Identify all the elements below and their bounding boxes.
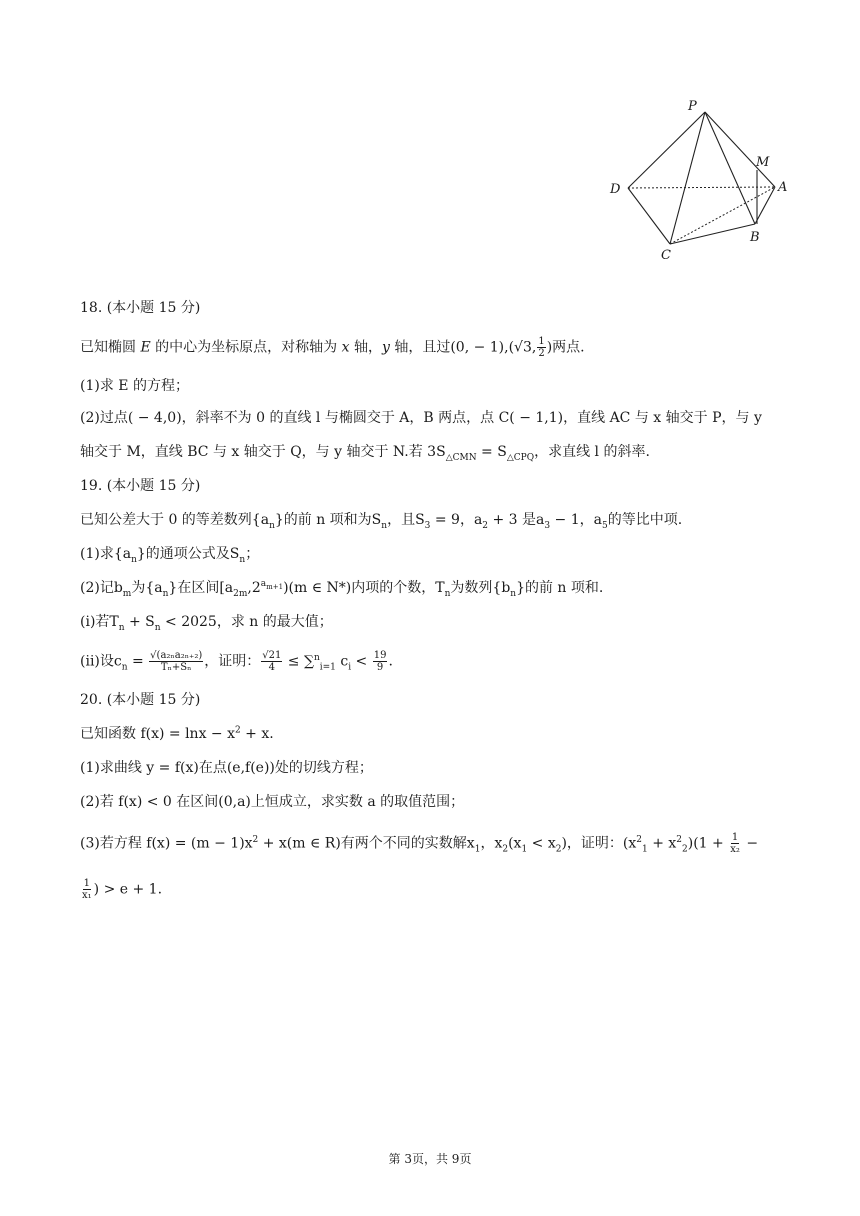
subscript: n: [131, 554, 137, 565]
q18-stem: [80, 336, 780, 359]
superscript: [260, 579, 284, 592]
q18-part2-line1: (2)过点( − 4,0)，斜率不为 0 的直线 l 与椭圆交于 A，B 两点，点 C( − 1,1)，直线 AC 与 x 轴交于 P，与 y: [80, 410, 762, 426]
edge-DC: [628, 188, 670, 244]
edge-PD: [628, 112, 705, 188]
subscript: 2: [502, 844, 509, 855]
denominator: 9: [376, 662, 384, 673]
text: (ii)设c: [80, 653, 122, 670]
text: (3)若方程 f(x) = (m − 1)x: [80, 835, 253, 852]
text: }的前 n 项和.: [516, 580, 604, 596]
text: −: [741, 835, 759, 852]
text: < 2025，求 n 的最大值；: [160, 614, 333, 630]
subscript: n: [121, 662, 128, 673]
q20-part1: (1)求曲线 y = f(x)在点(e,f(e))处的切线方程；: [80, 760, 373, 776]
q18-part2-line2: [80, 442, 780, 462]
subscript: 3: [544, 520, 551, 531]
subscript: n: [381, 520, 388, 531]
denominator: Tₙ+Sₙ: [160, 662, 192, 673]
q19-part-ii: [80, 650, 780, 673]
text: (i)若T: [80, 614, 119, 630]
denominator: 4: [268, 662, 275, 673]
text: 已知公差大于 0 的等差数列{a: [80, 512, 270, 528]
q20-part2: (2)若 f(x) < 0 在区间(0,a)上恒成立，求实数 a 的取值范围；: [80, 794, 465, 810]
numerator: 1: [538, 336, 545, 347]
text: }的前 n 项和为S: [274, 512, 382, 528]
q18-part1: (1)求 E 的方程；: [80, 378, 189, 394]
text: (x: [508, 835, 522, 852]
subscript: △CPQ: [506, 452, 535, 463]
q18-header: 18. (本小题 15 分): [80, 300, 201, 316]
q20-part3-line2: [80, 878, 780, 901]
label-M: M: [756, 155, 770, 170]
fraction: [537, 336, 545, 359]
text: + S: [124, 614, 155, 630]
edge-PB: [705, 112, 755, 224]
q19-part-i: [80, 612, 780, 632]
text: 的中心为坐标原点，对称轴为: [150, 339, 342, 356]
numerator: 1: [83, 878, 91, 889]
math: (0, − 1),(√3,: [450, 339, 537, 356]
text: 为{a: [131, 580, 163, 596]
q19-part2: [80, 578, 780, 598]
text: .: [388, 653, 393, 670]
text: + x: [647, 835, 677, 852]
text: }的通项公式及S: [136, 546, 240, 562]
superscript: 2: [235, 725, 241, 736]
math: E: [140, 339, 151, 356]
text: }在区间[a: [168, 580, 234, 596]
text: 为数列{b: [450, 580, 511, 596]
denominator: x₂: [730, 844, 740, 855]
edge-PC: [670, 112, 705, 244]
edge-PA: [705, 112, 775, 187]
subscript: 2m: [233, 588, 248, 599]
subscript: 1: [521, 844, 528, 855]
fraction-1-x2: [729, 832, 741, 855]
text: 已知函数 f(x) = lnx − x: [80, 726, 235, 742]
text: + x(m ∈ R)有两个不同的实数解x: [258, 835, 475, 852]
label-D: D: [610, 182, 621, 197]
text: )，证明：(x: [561, 835, 637, 852]
label-A: A: [778, 180, 788, 195]
q19-part1: [80, 544, 780, 564]
text: <: [351, 653, 372, 670]
subscript: n: [154, 622, 161, 633]
label-P: P: [688, 99, 697, 114]
superscript: 2: [252, 834, 259, 845]
subscript: 1: [474, 844, 481, 855]
text: ，证明：: [204, 653, 261, 670]
numerator: √21: [262, 650, 282, 661]
superscript: 2: [636, 834, 643, 845]
numerator: √(a₂ₙa₂ₙ₊₂): [150, 650, 203, 661]
subscript: m+1: [266, 583, 284, 592]
text: 轴，且过: [389, 339, 451, 356]
subscript: 2: [482, 520, 489, 531]
text: (1)求{a: [80, 546, 132, 562]
text: 已知椭圆: [80, 339, 141, 356]
text: 轴，: [349, 339, 382, 356]
q20-stem: [80, 724, 780, 744]
label-B: B: [750, 230, 760, 245]
text: = S: [476, 444, 507, 460]
subscript: i: [348, 662, 352, 673]
text: + x.: [240, 726, 274, 742]
fraction-1-x1: [81, 878, 93, 901]
subscript: △CMN: [445, 452, 477, 463]
text: )两点.: [546, 339, 585, 356]
subscript: n: [510, 588, 517, 599]
q20-part3-line1: [80, 832, 780, 855]
q19-header: 19. (本小题 15 分): [80, 478, 201, 494]
text: < x: [527, 835, 556, 852]
text: − 1，a: [550, 512, 602, 528]
text: ，求直线 l 的斜率.: [534, 444, 650, 460]
subscript: 1: [642, 844, 648, 855]
pyramid-figure: [600, 95, 800, 270]
text: ) > e + 1.: [93, 881, 163, 898]
text: + 3 是a: [488, 512, 545, 528]
superscript: n: [313, 652, 320, 663]
numerator: 1: [731, 832, 739, 843]
subscript: n: [118, 622, 125, 633]
denominator: x₁: [82, 890, 92, 901]
text: 的等比中项.: [607, 512, 683, 528]
text: c: [335, 653, 349, 670]
subscript: n: [239, 554, 246, 565]
text: ，且S: [387, 512, 425, 528]
subscript: m: [122, 588, 132, 599]
label-C: C: [661, 248, 671, 263]
math: x: [341, 339, 350, 356]
edge-CB: [670, 224, 755, 244]
text: )(1 +: [687, 835, 729, 852]
denominator: 2: [538, 348, 545, 359]
subscript: n: [269, 520, 275, 531]
text: ，x: [480, 835, 503, 852]
subscript: n: [162, 588, 169, 599]
text: 轴交于 M，直线 BC 与 x 轴交于 Q，与 y 轴交于 N.若 3S: [80, 444, 446, 460]
text: = 9，a: [430, 512, 483, 528]
fraction-19-9: [373, 650, 388, 673]
text: =: [127, 653, 149, 670]
text: ,2: [247, 580, 261, 596]
subscript: 3: [424, 520, 431, 531]
subscript: 2: [555, 844, 562, 855]
text: ；: [245, 546, 260, 562]
numerator: 19: [373, 650, 387, 661]
subscript: i=1: [319, 662, 336, 673]
subscript: n: [444, 588, 451, 599]
subscript: 2: [682, 844, 688, 855]
q20-header: 20. (本小题 15 分): [80, 692, 201, 708]
math: y: [381, 339, 390, 356]
text: ≤ ∑: [283, 653, 314, 670]
hidden-DA: [628, 187, 775, 188]
fraction-cn: [149, 650, 203, 673]
text: (2)记b: [80, 580, 123, 596]
text: )(m ∈ N*)内项的个数，T: [283, 580, 445, 596]
fraction-sqrt21: [261, 650, 282, 673]
page-footer: 第 3页，共 9页: [388, 1152, 472, 1166]
q19-stem: [80, 510, 780, 530]
text: a: [260, 579, 267, 590]
subscript: 5: [602, 520, 608, 531]
superscript: 2: [676, 834, 683, 845]
